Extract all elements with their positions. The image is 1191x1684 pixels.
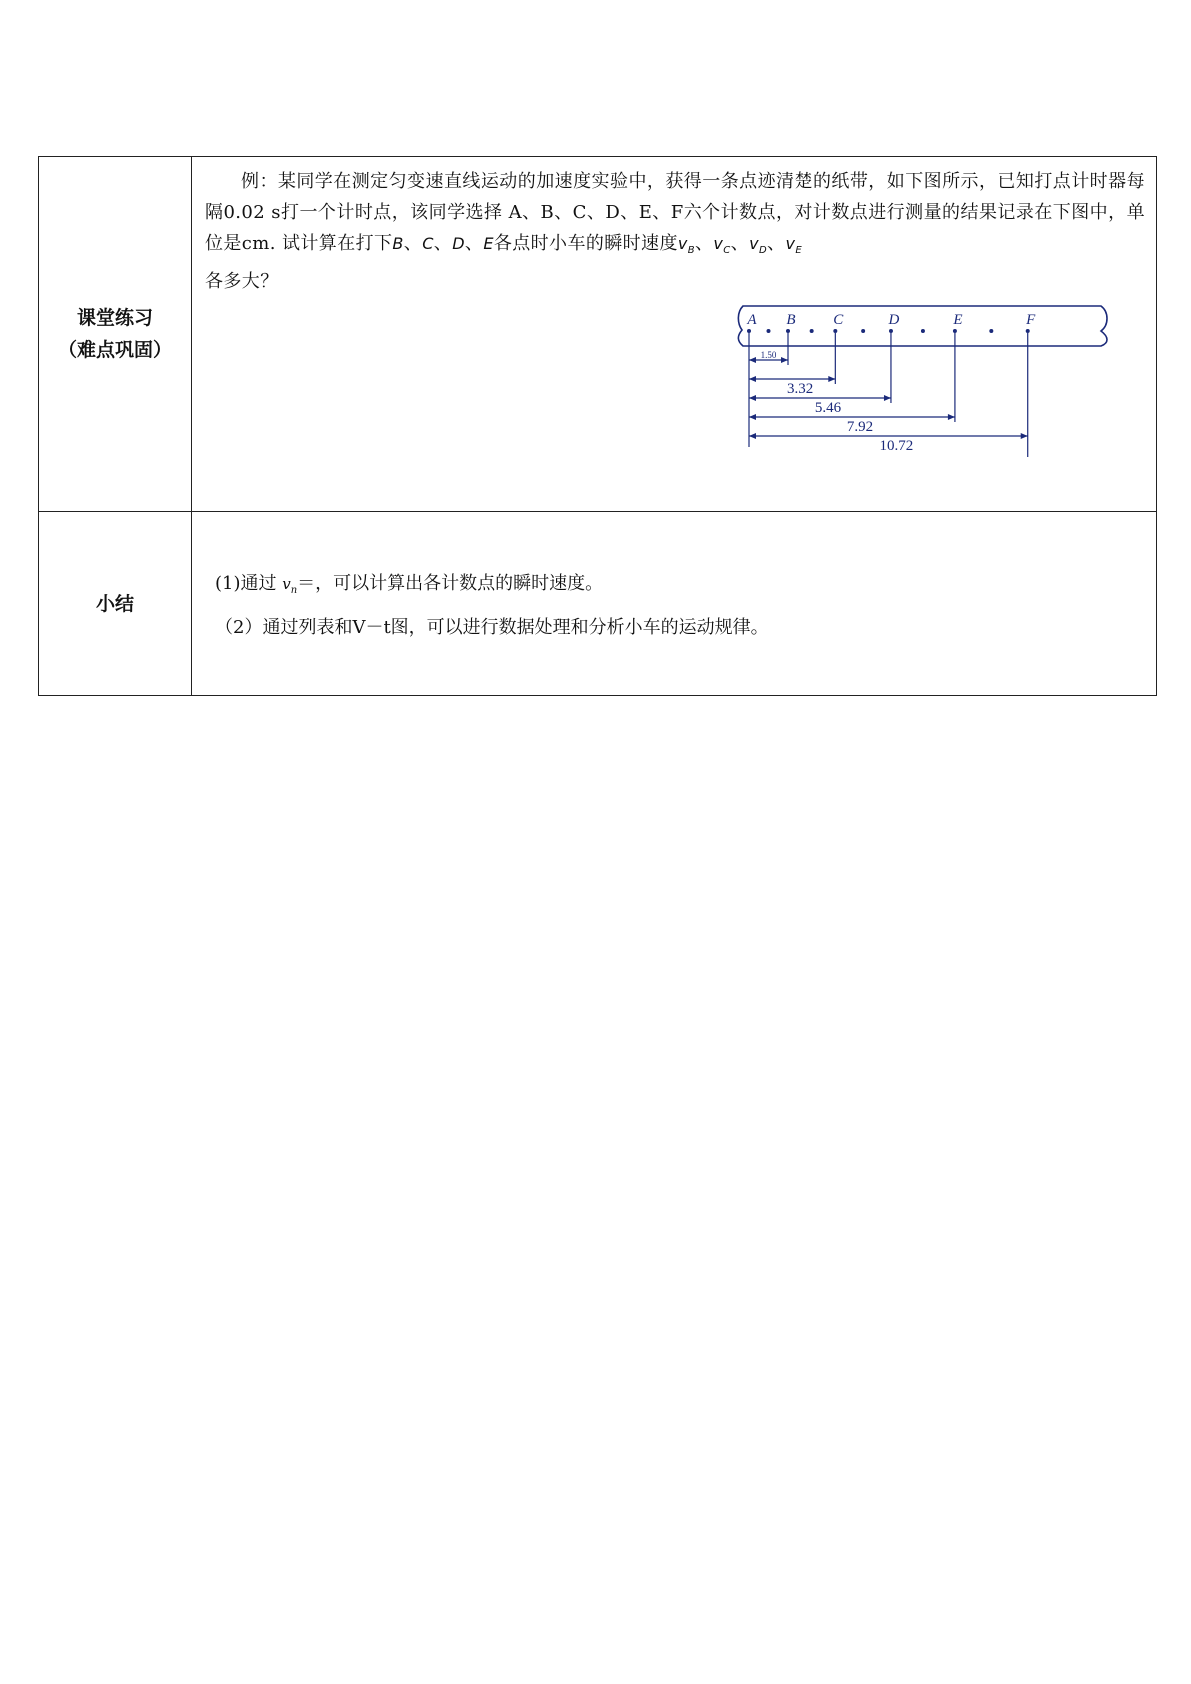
timing-dot: [810, 329, 814, 333]
exercise-content-cell: [192, 157, 1157, 512]
arrow-head-left: [749, 433, 756, 439]
ticker-tape-figure: [205, 303, 1145, 471]
point-label-e: E: [953, 312, 963, 329]
separator: 、: [694, 233, 714, 254]
distance-label: 3.32: [787, 381, 814, 398]
summary-line-1: (1)通过 $v_n=$，可以计算出各计数点的瞬时速度。: [215, 573, 604, 596]
distance-label: 10.72: [879, 438, 914, 455]
arrow-head-right: [828, 376, 835, 382]
summary-line-2: （2）通过列表和V－t图，可以进行数据处理和分析小车的运动规律。: [215, 617, 769, 638]
velocity-e: $v_E$: [785, 234, 803, 257]
exercise-label-cell: [39, 157, 192, 512]
separator: 、: [464, 233, 484, 254]
exercise-label-line-2: （难点巩固）: [57, 339, 172, 361]
point-d: D: [452, 234, 465, 253]
example-prefix: 例：某同学在测定匀变速直线运动的加速度实验中，获得一条点迹清楚的纸带，如下图所示，已知打点计时器每隔0.02 s打一个计时点，该同学选择 A、B、C、D、E、F六个计数点，对计数点进行测量的结果记录在下图中，单位是cm. 试计算在打下: [205, 171, 1145, 254]
arrow-head-left: [749, 395, 756, 401]
counting-point-dot: [833, 329, 837, 333]
vn-symbol: $v_n$: [282, 575, 298, 596]
counting-point-dot: [747, 329, 751, 333]
point-label-f: F: [1026, 312, 1036, 329]
timing-dot: [861, 329, 865, 333]
point-label-d: D: [888, 312, 900, 329]
example-middle: 各点时小车的瞬时速度: [493, 233, 678, 254]
point-label-b: B: [786, 312, 796, 329]
separator: 、: [767, 233, 786, 254]
arrow-head-right: [948, 414, 955, 420]
distance-label: 7.92: [846, 419, 874, 436]
counting-point-dot: [889, 329, 893, 333]
arrow-head-right: [1021, 433, 1028, 439]
arrow-head-right: [781, 357, 788, 363]
separator: 、: [433, 233, 453, 254]
summary-row: [39, 512, 1157, 696]
distance-label: 5.46: [814, 400, 842, 417]
point-e: E: [483, 234, 494, 253]
velocity-d: $v_D$: [749, 234, 768, 257]
point-label-a: A: [747, 312, 757, 329]
summary-label-cell: [39, 512, 192, 696]
point-label-c: C: [833, 312, 844, 329]
separator: 、: [730, 233, 750, 254]
arrow-head-left: [749, 376, 756, 382]
timing-dot: [921, 329, 925, 333]
counting-point-dot: [953, 329, 957, 333]
lesson-table: [38, 156, 1157, 696]
example-problem-text: [205, 166, 1145, 297]
separator: 、: [403, 233, 423, 254]
counting-point-dot: [1026, 329, 1030, 333]
timing-dot: [767, 329, 771, 333]
arrow-head-left: [749, 414, 756, 420]
distance-label: 1.50: [760, 350, 777, 361]
velocity-b: $v_B$: [677, 234, 695, 257]
exercise-row: [39, 157, 1157, 512]
example-suffix: 各多大？: [205, 271, 279, 293]
velocity-c: $v_C$: [713, 234, 731, 257]
timing-dot: [989, 329, 993, 333]
summary-content-cell: [192, 512, 1157, 696]
summary-label: 小结: [95, 592, 134, 615]
point-b: B: [392, 234, 404, 253]
exercise-label-line-1: 课堂练习: [76, 307, 153, 329]
counting-point-dot: [786, 329, 790, 333]
arrow-head-right: [884, 395, 891, 401]
arrow-head-left: [749, 357, 756, 363]
ticker-tape-diagram: [735, 303, 1119, 469]
point-c: C: [422, 234, 434, 253]
